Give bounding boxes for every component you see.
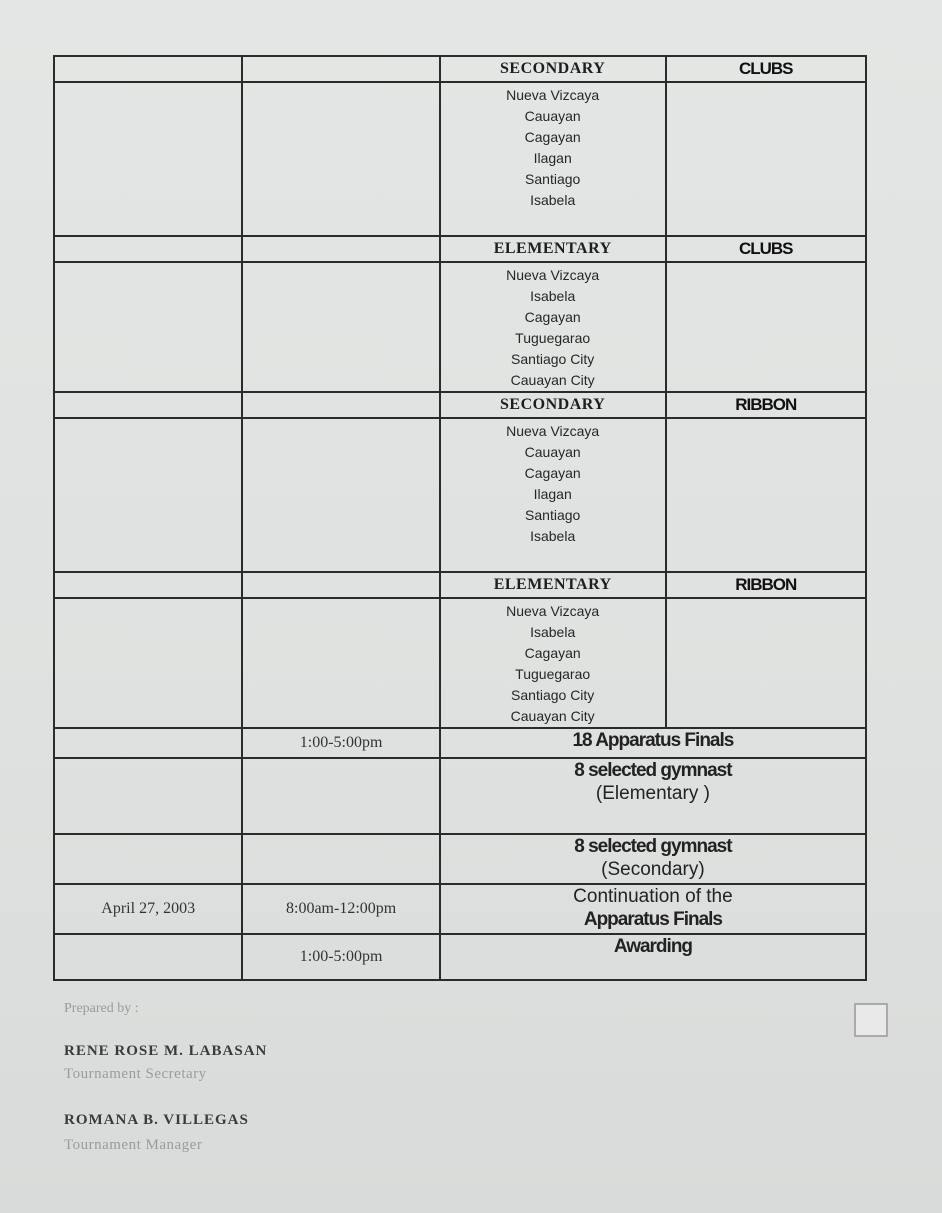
level-label: SECONDARY: [500, 60, 606, 77]
secretary-title: Tournament Secretary: [64, 1066, 207, 1082]
block-locations-row: [54, 262, 866, 392]
april-pm-activity: [440, 934, 866, 980]
finals-row: [54, 728, 866, 758]
location-item: Cauayan: [524, 108, 581, 124]
event-label: CLUBS: [738, 59, 793, 78]
location-list: [441, 265, 665, 391]
continuation-label: Continuation of the: [573, 886, 733, 907]
location-item: Tuguegarao: [515, 330, 591, 346]
empty-cell: [666, 598, 867, 728]
empty-cell: [242, 834, 439, 884]
empty-cell: [54, 262, 242, 392]
empty-cell: [54, 418, 242, 572]
location-item: Ilagan: [533, 486, 572, 502]
event-cell: [666, 572, 867, 598]
finals-elementary-row: [54, 758, 866, 834]
location-item: Tuguegarao: [515, 666, 591, 682]
event-cell: [666, 236, 867, 262]
location-item: Cauayan City: [510, 708, 595, 724]
block-header-row: [54, 392, 866, 418]
empty-cell: [242, 758, 439, 834]
block-locations-row: [54, 82, 866, 236]
time-cell: [242, 236, 439, 262]
april-pm-time: 1:00-5:00pm: [242, 934, 439, 980]
location-item: Isabela: [530, 624, 576, 640]
april-am-row: [54, 884, 866, 934]
empty-cell: [242, 418, 439, 572]
finals-title-text: 18 Apparatus Finals: [572, 730, 734, 751]
empty-cell: [54, 758, 242, 834]
finals-time: 1:00-5:00pm: [242, 728, 439, 758]
date-cell: [54, 572, 242, 598]
finals-title: [440, 728, 866, 758]
location-item: Santiago City: [511, 351, 595, 367]
locations-cell: [440, 82, 666, 236]
location-item: Cagayan: [524, 465, 581, 481]
april-date: April 27, 2003: [54, 884, 242, 934]
location-item: Nueva Vizcaya: [506, 603, 600, 619]
finals-secondary-row: [54, 834, 866, 884]
location-item: Nueva Vizcaya: [506, 423, 600, 439]
secondary-gymnast-label: 8 selected gymnast: [574, 836, 732, 857]
locations-cell: [440, 598, 666, 728]
location-item: Santiago City: [511, 687, 595, 703]
event-cell: [666, 56, 867, 82]
location-item: Cagayan: [524, 309, 581, 325]
block-header-row: [54, 236, 866, 262]
empty-cell: [242, 598, 439, 728]
event-label: CLUBS: [738, 239, 793, 258]
date-cell: [54, 392, 242, 418]
location-item: Nueva Vizcaya: [506, 87, 600, 103]
empty-cell: [242, 262, 439, 392]
empty-cell: [54, 598, 242, 728]
location-item: Isabela: [530, 192, 576, 208]
location-list: [441, 85, 665, 211]
awarding-label: Awarding: [613, 936, 693, 957]
empty-cell: [242, 82, 439, 236]
time-cell: [242, 572, 439, 598]
finals-secondary-cell: [440, 834, 866, 884]
checkbox[interactable]: [854, 1003, 888, 1037]
level-label: ELEMENTARY: [493, 576, 612, 593]
location-item: Santiago: [525, 171, 581, 187]
location-item: Cauayan: [524, 444, 581, 460]
empty-cell: [54, 82, 242, 236]
level-label: ELEMENTARY: [493, 240, 612, 257]
location-item: Isabela: [530, 288, 576, 304]
locations-cell: [440, 262, 666, 392]
finals-elementary-cell: [440, 758, 866, 834]
april-am-time: 8:00am-12:00pm: [242, 884, 439, 934]
location-item: Isabela: [530, 528, 576, 544]
empty-cell: [54, 834, 242, 884]
location-list: [441, 421, 665, 547]
level-cell: [440, 392, 666, 418]
level-cell: [440, 572, 666, 598]
prepared-by-label: Prepared by :: [64, 1001, 139, 1016]
apparatus-finals-label: Apparatus Finals: [583, 909, 722, 930]
secondary-label: (Secondary): [601, 859, 705, 880]
empty-cell: [666, 262, 867, 392]
block-header-row: [54, 56, 866, 82]
event-label: RIBBON: [735, 575, 797, 594]
time-cell: [242, 56, 439, 82]
manager-name: ROMANA B. VILLEGAS: [64, 1112, 249, 1128]
time-cell: [242, 392, 439, 418]
level-cell: [440, 236, 666, 262]
location-list: [441, 601, 665, 727]
manager-title: Tournament Manager: [64, 1137, 203, 1153]
elementary-label: (Elementary ): [595, 783, 710, 804]
empty-cell: [666, 418, 867, 572]
date-cell: [54, 56, 242, 82]
event-cell: [666, 392, 867, 418]
block-locations-row: [54, 418, 866, 572]
event-label: RIBBON: [735, 395, 797, 414]
location-item: Cagayan: [524, 129, 581, 145]
empty-cell: [666, 82, 867, 236]
elementary-gymnast-label: 8 selected gymnast: [574, 760, 732, 781]
schedule-table: [53, 55, 867, 981]
location-item: Nueva Vizcaya: [506, 267, 600, 283]
location-item: Cagayan: [524, 645, 581, 661]
level-label: SECONDARY: [500, 396, 606, 413]
april-pm-row: [54, 934, 866, 980]
block-locations-row: [54, 598, 866, 728]
location-item: Cauayan City: [510, 372, 595, 388]
empty-cell: [54, 728, 242, 758]
april-am-activity: [440, 884, 866, 934]
location-item: Ilagan: [533, 150, 572, 166]
empty-cell: [54, 934, 242, 980]
level-cell: [440, 56, 666, 82]
locations-cell: [440, 418, 666, 572]
location-item: Santiago: [525, 507, 581, 523]
date-cell: [54, 236, 242, 262]
secretary-name: RENE ROSE M. LABASAN: [64, 1043, 268, 1059]
block-header-row: [54, 572, 866, 598]
